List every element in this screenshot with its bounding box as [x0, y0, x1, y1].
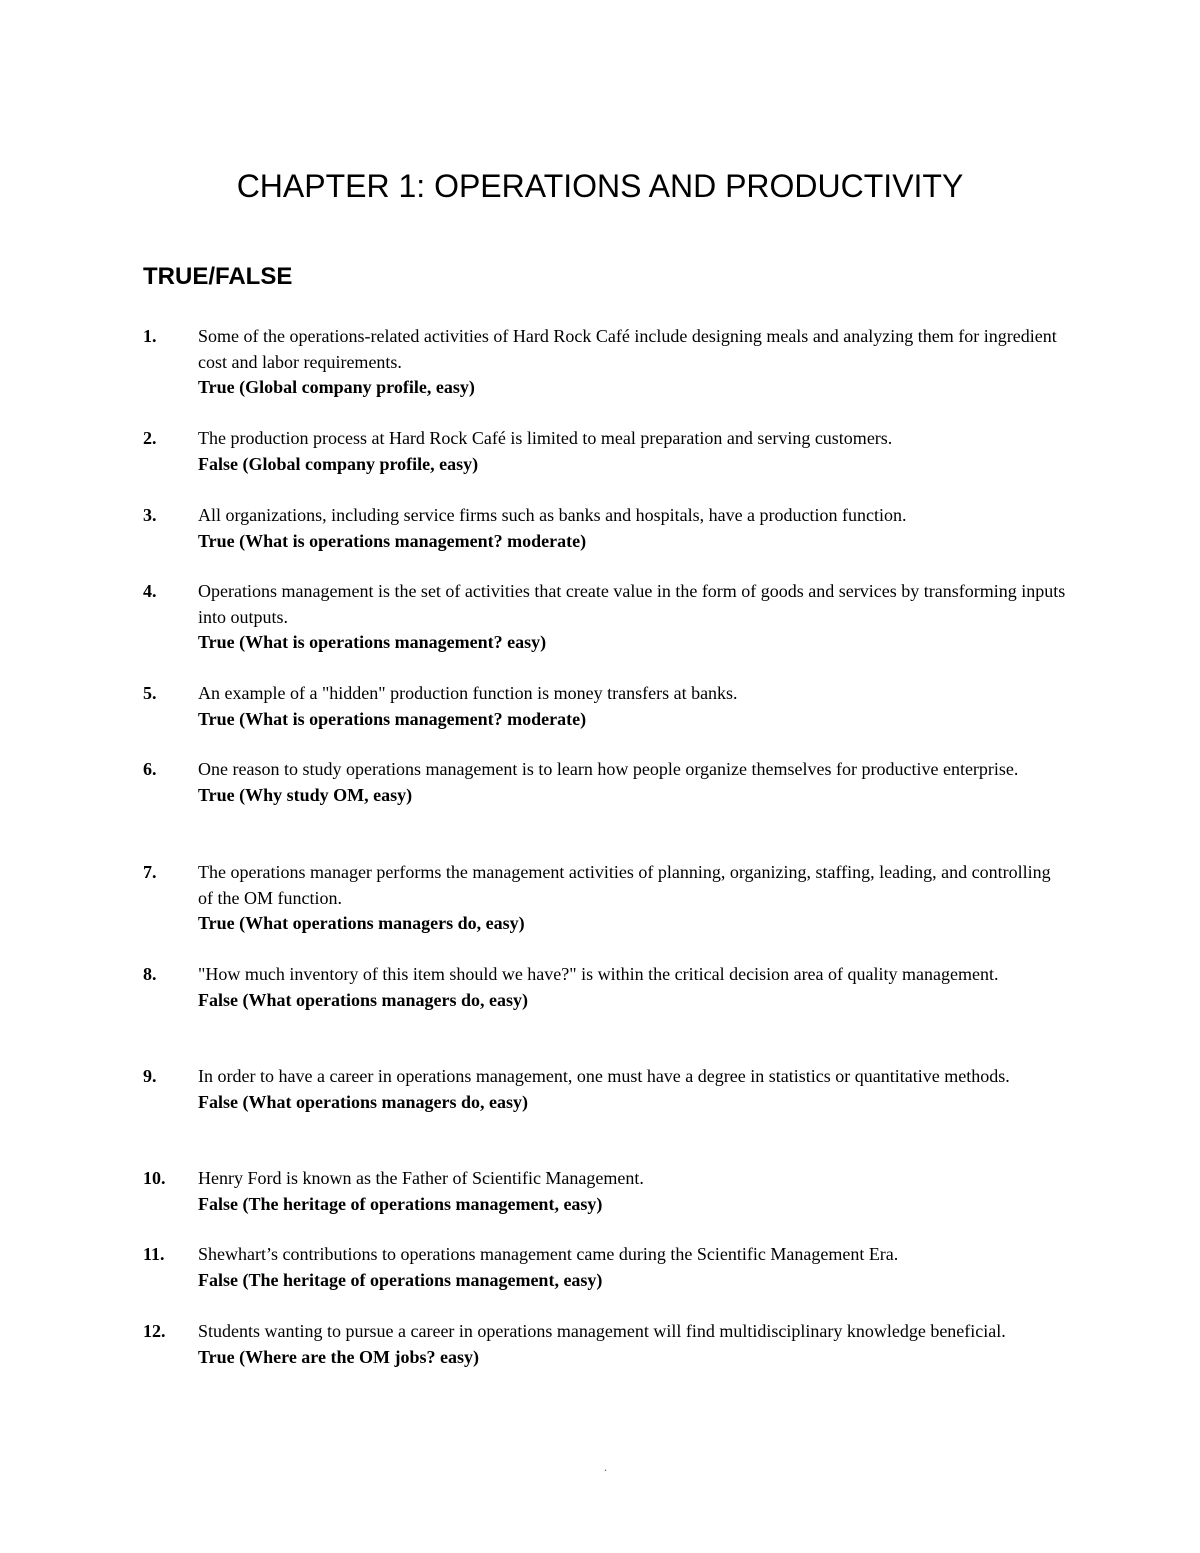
question-text: In order to have a career in operations management, one must have a degree in statistics or quantitative methods. [198, 1066, 1010, 1086]
question-answer: False (What operations managers do, easy) [198, 989, 528, 1010]
question-body [198, 1319, 1068, 1370]
question-body [198, 1242, 1068, 1293]
question-number: 5. [143, 683, 157, 703]
question-answer: True (Why study OM, easy) [198, 784, 413, 805]
question-body [198, 1166, 1068, 1217]
question-answer: True (What is operations management? moderate) [198, 708, 587, 729]
question-body [198, 579, 1068, 656]
section-heading: TRUE/FALSE [143, 263, 293, 290]
question-text: Shewhart’s contributions to operations management came during the Scientific Management Era. [198, 1244, 899, 1264]
question-text: The production process at Hard Rock Café is limited to meal preparation and serving customers. [198, 428, 893, 448]
question-body [198, 962, 1068, 1013]
question-number: 2. [143, 428, 157, 448]
question-body [198, 860, 1068, 937]
question-answer: True (Where are the OM jobs? easy) [198, 1346, 479, 1367]
question-body [198, 681, 1068, 732]
question-answer: False (What operations managers do, easy) [198, 1091, 528, 1112]
question-text: Operations management is the set of activities that create value in the form of goods and services by transforming inputs into outputs. [198, 581, 1066, 627]
question-number: 9. [143, 1066, 157, 1086]
question-body [198, 503, 1068, 554]
question-answer: False (The heritage of operations management, easy) [198, 1269, 603, 1290]
question-answer: True (What is operations management? easy) [198, 632, 547, 652]
question-text: Some of the operations-related activities of Hard Rock Café include designing meals and analyzing them for ingredient cost and labor requirements. [198, 326, 1057, 372]
question-text: All organizations, including service firms such as banks and hospitals, have a production function. [198, 505, 907, 525]
question-body [198, 426, 1068, 477]
page-mark: . [604, 1460, 607, 1474]
question-number: 1. [143, 326, 157, 346]
question-text: "How much inventory of this item should we have?" is within the critical decision area of quality management. [198, 964, 999, 984]
question-number: 3. [143, 505, 157, 525]
question-text: One reason to study operations management is to learn how people organize themselves for productive enterprise. [198, 759, 1019, 779]
question-body [198, 757, 1068, 808]
question-text: Students wanting to pursue a career in operations management will find multidisciplinary knowledge beneficial. [198, 1321, 1006, 1341]
question-answer: False (The heritage of operations management, easy) [198, 1193, 603, 1214]
question-body [198, 324, 1068, 401]
question-text: Henry Ford is known as the Father of Scientific Management. [198, 1168, 644, 1188]
question-number: 4. [143, 581, 157, 601]
chapter-title: CHAPTER 1: OPERATIONS AND PRODUCTIVITY [236, 168, 964, 204]
question-number: 11. [143, 1244, 165, 1264]
question-answer: True (Global company profile, easy) [198, 377, 475, 397]
question-answer: False (Global company profile, easy) [198, 453, 479, 474]
question-answer: True (What operations managers do, easy) [198, 913, 525, 933]
question-number: 12. [143, 1321, 166, 1341]
question-number: 6. [143, 759, 157, 779]
question-number: 8. [143, 964, 157, 984]
question-number: 7. [143, 862, 157, 882]
question-answer: True (What is operations management? moderate) [198, 530, 587, 551]
question-number: 10. [143, 1168, 166, 1188]
question-body [198, 1064, 1068, 1115]
question-text: The operations manager performs the management activities of planning, organizing, staffing, leading, and controlling of the OM function. [198, 862, 1051, 908]
question-text: An example of a "hidden" production function is money transfers at banks. [198, 683, 738, 703]
